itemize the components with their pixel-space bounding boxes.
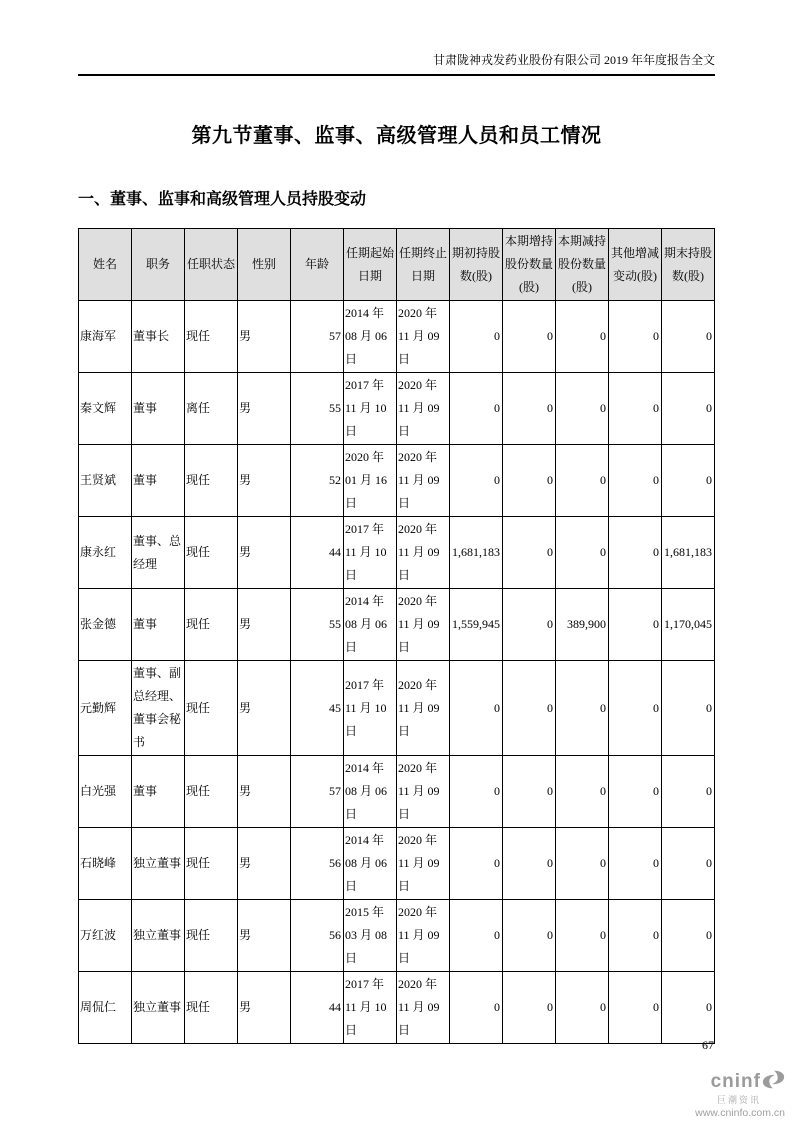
table-cell: 0 bbox=[556, 445, 609, 517]
table-cell: 周侃仁 bbox=[79, 972, 132, 1044]
table-cell: 0 bbox=[609, 756, 662, 828]
table-body bbox=[79, 301, 715, 1044]
table-cell: 0 bbox=[662, 301, 715, 373]
table-cell: 2020 年 11 月 09 日 bbox=[397, 828, 450, 900]
table-cell: 2020 年 01 月 16 日 bbox=[344, 445, 397, 517]
table-cell: 万红波 bbox=[79, 900, 132, 972]
table-cell: 2020 年 11 月 09 日 bbox=[397, 972, 450, 1044]
column-header: 期初持股数(股) bbox=[450, 229, 503, 301]
table-row bbox=[79, 445, 715, 517]
cninfo-logo bbox=[695, 1070, 785, 1119]
table-cell: 男 bbox=[238, 301, 291, 373]
column-header: 姓名 bbox=[79, 229, 132, 301]
table-cell: 石晓峰 bbox=[79, 828, 132, 900]
table-cell: 0 bbox=[609, 301, 662, 373]
table-cell: 董事 bbox=[132, 756, 185, 828]
column-header: 本期增持股份数量(股) bbox=[503, 229, 556, 301]
table-cell: 离任 bbox=[185, 373, 238, 445]
table-cell: 0 bbox=[450, 828, 503, 900]
table-cell: 0 bbox=[556, 756, 609, 828]
table-cell: 2014 年 08 月 06 日 bbox=[344, 301, 397, 373]
table-cell: 0 bbox=[503, 756, 556, 828]
table-cell: 独立董事 bbox=[132, 972, 185, 1044]
table-cell: 0 bbox=[556, 517, 609, 589]
table-cell: 0 bbox=[503, 517, 556, 589]
table-cell: 57 bbox=[291, 301, 344, 373]
table-cell: 0 bbox=[662, 661, 715, 756]
table-cell: 0 bbox=[609, 589, 662, 661]
table-cell: 0 bbox=[503, 373, 556, 445]
table-cell: 现任 bbox=[185, 900, 238, 972]
table-cell: 0 bbox=[556, 301, 609, 373]
table-cell: 男 bbox=[238, 900, 291, 972]
table-cell: 2020 年 11 月 09 日 bbox=[397, 445, 450, 517]
document-header bbox=[78, 52, 715, 76]
table-cell: 现任 bbox=[185, 517, 238, 589]
table-cell: 董事长 bbox=[132, 301, 185, 373]
table-cell: 0 bbox=[609, 828, 662, 900]
table-cell: 0 bbox=[556, 828, 609, 900]
table-cell: 0 bbox=[662, 445, 715, 517]
table-cell: 0 bbox=[450, 756, 503, 828]
table-cell: 2020 年 11 月 09 日 bbox=[397, 756, 450, 828]
subsection-title: 一、董事、监事和高级管理人员持股变动 bbox=[78, 191, 367, 208]
table-cell: 男 bbox=[238, 373, 291, 445]
table-cell: 2020 年 11 月 09 日 bbox=[397, 517, 450, 589]
table-cell: 0 bbox=[609, 373, 662, 445]
table-cell: 2020 年 11 月 09 日 bbox=[397, 900, 450, 972]
table-cell: 0 bbox=[450, 373, 503, 445]
table-cell: 0 bbox=[662, 828, 715, 900]
table-cell: 44 bbox=[291, 972, 344, 1044]
cninfo-swirl-icon bbox=[762, 1070, 785, 1094]
table-cell: 现任 bbox=[185, 301, 238, 373]
cninfo-brand-text: cninf bbox=[710, 1071, 761, 1092]
table-cell: 男 bbox=[238, 756, 291, 828]
table-cell: 2020 年 11 月 09 日 bbox=[397, 373, 450, 445]
table-row bbox=[79, 900, 715, 972]
column-header: 任期终止日期 bbox=[397, 229, 450, 301]
table-cell: 0 bbox=[662, 900, 715, 972]
table-cell: 现任 bbox=[185, 828, 238, 900]
table-cell: 王贤斌 bbox=[79, 445, 132, 517]
holdings-table bbox=[78, 228, 715, 1044]
table-cell: 2020 年 11 月 09 日 bbox=[397, 661, 450, 756]
column-header: 职务 bbox=[132, 229, 185, 301]
column-header: 其他增减变动(股) bbox=[609, 229, 662, 301]
table-row bbox=[79, 589, 715, 661]
table-cell: 0 bbox=[609, 972, 662, 1044]
table-cell: 52 bbox=[291, 445, 344, 517]
table-cell: 白光强 bbox=[79, 756, 132, 828]
table-cell: 0 bbox=[609, 661, 662, 756]
column-header: 本期减持股份数量(股) bbox=[556, 229, 609, 301]
table-cell: 秦文辉 bbox=[79, 373, 132, 445]
table-cell: 0 bbox=[556, 373, 609, 445]
table-cell: 56 bbox=[291, 828, 344, 900]
column-header: 任职状态 bbox=[185, 229, 238, 301]
table-cell: 1,170,045 bbox=[662, 589, 715, 661]
table-row bbox=[79, 972, 715, 1044]
table-cell: 男 bbox=[238, 828, 291, 900]
table-cell: 董事、副总经理、董事会秘书 bbox=[132, 661, 185, 756]
table-cell: 0 bbox=[503, 900, 556, 972]
page-number: 67 bbox=[702, 1038, 714, 1052]
table-cell: 0 bbox=[503, 828, 556, 900]
table-cell: 2017 年 11 月 10 日 bbox=[344, 972, 397, 1044]
column-header: 性别 bbox=[238, 229, 291, 301]
table-cell: 0 bbox=[662, 972, 715, 1044]
table-row bbox=[79, 828, 715, 900]
table-cell: 男 bbox=[238, 972, 291, 1044]
table-cell: 现任 bbox=[185, 972, 238, 1044]
column-header: 年龄 bbox=[291, 229, 344, 301]
table-cell: 0 bbox=[450, 661, 503, 756]
table-row bbox=[79, 517, 715, 589]
table-cell: 0 bbox=[556, 900, 609, 972]
table-cell: 0 bbox=[503, 661, 556, 756]
column-header: 期末持股数(股) bbox=[662, 229, 715, 301]
table-cell: 康永红 bbox=[79, 517, 132, 589]
table-cell: 现任 bbox=[185, 445, 238, 517]
table-row bbox=[79, 661, 715, 756]
cninfo-url: www.cninfo.com.cn bbox=[695, 1107, 785, 1119]
table-cell: 康海军 bbox=[79, 301, 132, 373]
table-cell: 2017 年 11 月 10 日 bbox=[344, 661, 397, 756]
table-cell: 独立董事 bbox=[132, 900, 185, 972]
table-row bbox=[79, 756, 715, 828]
table-cell: 56 bbox=[291, 900, 344, 972]
table-cell: 1,681,183 bbox=[450, 517, 503, 589]
table-cell: 现任 bbox=[185, 589, 238, 661]
table-row bbox=[79, 301, 715, 373]
column-header: 任期起始日期 bbox=[344, 229, 397, 301]
table-cell: 2017 年 11 月 10 日 bbox=[344, 517, 397, 589]
table-cell: 董事 bbox=[132, 589, 185, 661]
table-cell: 0 bbox=[450, 301, 503, 373]
table-cell: 男 bbox=[238, 589, 291, 661]
table-cell: 0 bbox=[503, 301, 556, 373]
table-cell: 2017 年 11 月 10 日 bbox=[344, 373, 397, 445]
table-cell: 2014 年 08 月 06 日 bbox=[344, 589, 397, 661]
table-cell: 45 bbox=[291, 661, 344, 756]
table-cell: 0 bbox=[556, 972, 609, 1044]
section-title: 第九节董事、监事、高级管理人员和员工情况 bbox=[191, 125, 602, 147]
table-cell: 2014 年 08 月 06 日 bbox=[344, 756, 397, 828]
table-cell: 389,900 bbox=[556, 589, 609, 661]
table-cell: 0 bbox=[503, 445, 556, 517]
table-cell: 2015 年 03 月 08 日 bbox=[344, 900, 397, 972]
cninfo-logo-row bbox=[695, 1070, 785, 1094]
cninfo-caption: 巨潮资讯 bbox=[716, 1095, 761, 1105]
table-cell: 现任 bbox=[185, 756, 238, 828]
table-cell: 1,559,945 bbox=[450, 589, 503, 661]
table-cell: 1,681,183 bbox=[662, 517, 715, 589]
table-cell: 57 bbox=[291, 756, 344, 828]
table-header-row bbox=[79, 229, 715, 301]
table-cell: 44 bbox=[291, 517, 344, 589]
table-row bbox=[79, 373, 715, 445]
table-cell: 0 bbox=[450, 900, 503, 972]
table-cell: 元勤辉 bbox=[79, 661, 132, 756]
table-cell: 0 bbox=[662, 373, 715, 445]
table-cell: 2020 年 11 月 09 日 bbox=[397, 589, 450, 661]
table-cell: 张金德 bbox=[79, 589, 132, 661]
table-cell: 董事、总经理 bbox=[132, 517, 185, 589]
table-cell: 0 bbox=[609, 517, 662, 589]
table-cell: 2014 年 08 月 06 日 bbox=[344, 828, 397, 900]
table-cell: 独立董事 bbox=[132, 828, 185, 900]
table-cell: 0 bbox=[662, 756, 715, 828]
table-cell: 2020 年 11 月 09 日 bbox=[397, 301, 450, 373]
table-cell: 董事 bbox=[132, 373, 185, 445]
table-cell: 男 bbox=[238, 445, 291, 517]
table-cell: 0 bbox=[503, 972, 556, 1044]
table-cell: 0 bbox=[609, 445, 662, 517]
header-text: 甘肃陇神戎发药业股份有限公司 2019 年年度报告全文 bbox=[432, 53, 715, 67]
table-cell: 55 bbox=[291, 589, 344, 661]
table-cell: 55 bbox=[291, 373, 344, 445]
table-cell: 0 bbox=[450, 972, 503, 1044]
table-cell: 董事 bbox=[132, 445, 185, 517]
table-cell: 男 bbox=[238, 517, 291, 589]
table-cell: 0 bbox=[450, 445, 503, 517]
table-cell: 0 bbox=[556, 661, 609, 756]
table-cell: 0 bbox=[609, 900, 662, 972]
table-cell: 现任 bbox=[185, 661, 238, 756]
table-cell: 0 bbox=[503, 589, 556, 661]
table-cell: 男 bbox=[238, 661, 291, 756]
